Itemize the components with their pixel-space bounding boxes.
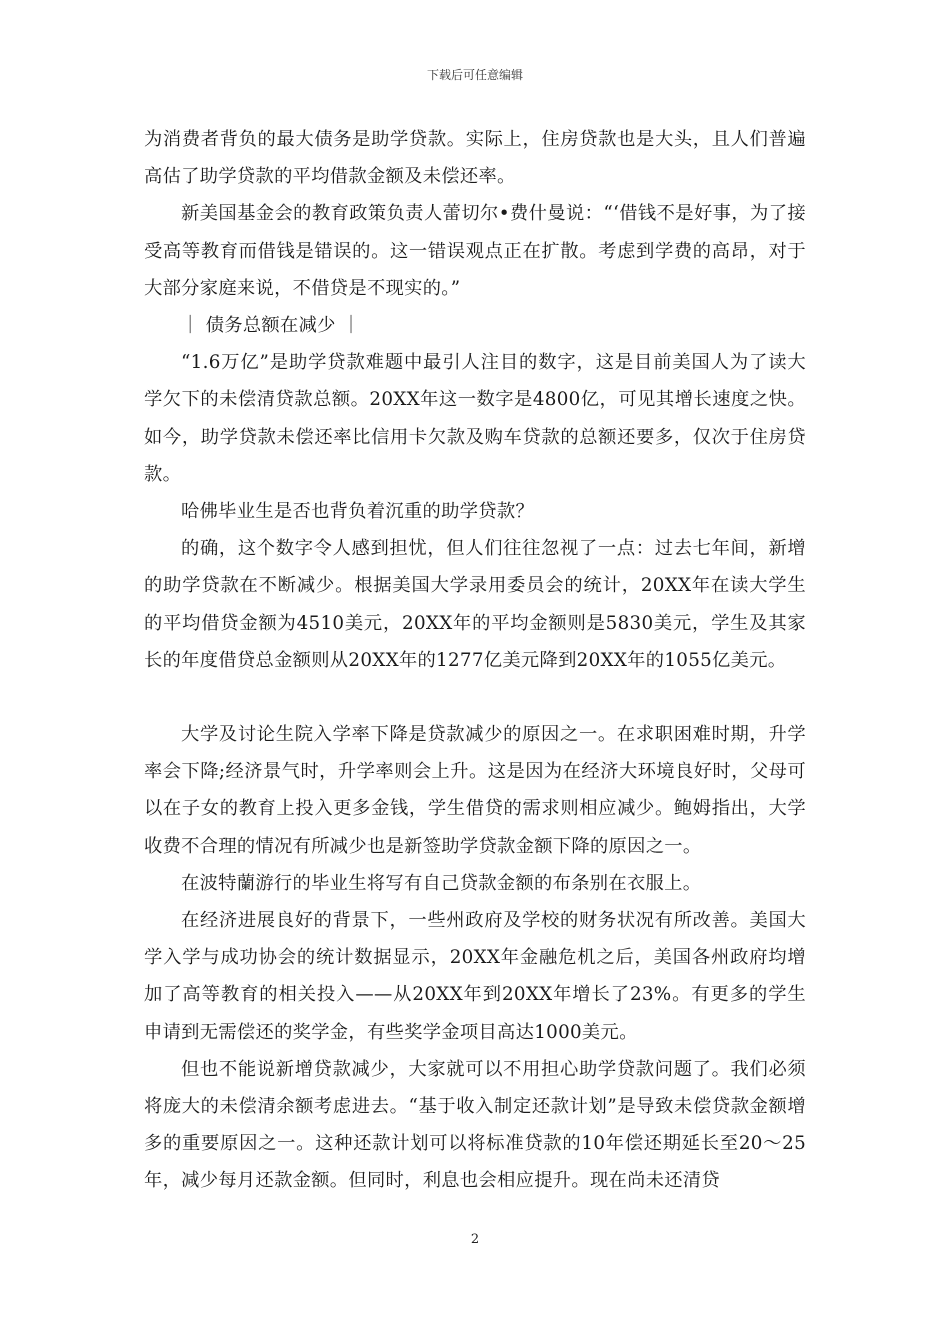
- section-heading: ｜ 债务总额在减少 ｜: [181, 315, 361, 337]
- document-body: [144, 121, 806, 1200]
- paragraph-8: 在经济进展良好的背景下，一些州政府及学校的财务状况有所改善。美国大学入学与成功协会的统计数据显示，20XX年金融危机之后，美国各州政府均增加了高等教育的相关投入——从20XX年到20XX年增长了23%。有更多的学生申请到无需偿还的奖学金，有些奖学金项目高达1000美元。: [144, 910, 806, 1043]
- page-header: 下载后可任意编辑: [426, 68, 523, 82]
- paragraph-4: 哈佛毕业生是否也背负着沉重的助学贷款？: [181, 501, 535, 523]
- paragraph-1: 为消费者背负的最大债务是助学贷款。实际上，住房贷款也是大头，且人们普遍高估了助学贷款的平均借款金额及未偿还率。: [144, 129, 806, 188]
- paragraph-6: 大学及讨论生院入学率下降是贷款减少的原因之一。在求职困难时期，升学率会下降;经济景气时，升学率则会上升。这是因为在经济大环境良好时，父母可以在子女的教育上投入更多金钱，学生借贷的需求则相应减少。鲍姆指出，大学收费不合理的情况有所减少也是新签助学贷款金额下降的原因之一。: [144, 724, 806, 857]
- blank-line: [144, 679, 806, 716]
- paragraph-2: 新美国基金会的教育政策负责人蕾切尔•费什曼说：“‘借钱不是好事，为了接受高等教育而借钱是错误的。这一错误观点正在扩散。考虑到学费的高昂，对于大部分家庭来说，不借贷是不现实的。”: [144, 203, 806, 299]
- page-number: 2: [470, 1232, 480, 1247]
- paragraph-3: “1.6万亿”是助学贷款难题中最引人注目的数字，这是目前美国人为了读大学欠下的未偿清贷款总额。20XX年这一数字是4800亿，可见其增长速度之快。如今，助学贷款未偿还率比信用卡欠款及购车贷款的总额还要多，仅次于住房贷款。: [144, 352, 806, 485]
- paragraph-7: 在波特蘭游行的毕业生将写有自己贷款金额的布条别在衣服上。: [181, 872, 702, 894]
- paragraph-9: 但也不能说新增贷款减少，大家就可以不用担心助学贷款问题了。我们必须将庞大的未偿清余额考虑进去。“基于收入制定还款计划”是导致未偿贷款金额增多的重要原因之一。这种还款计划可以将标准贷款的10年偿还期延长至20～25年，减少每月还款金额。但同时，利息也会相应提升。现在尚未还清贷: [144, 1058, 806, 1192]
- paragraph-5: 的确，这个数字令人感到担忧，但人们往往忽视了一点：过去七年间，新增的助学贷款在不断减少。根据美国大学录用委员会的统计，20XX年在读大学生的平均借贷金额为4510美元，20XX年的平均金额则是5830美元，学生及其家长的年度借贷总金额则从20XX年的1277亿美元降到20XX年的1055亿美元。: [144, 538, 806, 671]
